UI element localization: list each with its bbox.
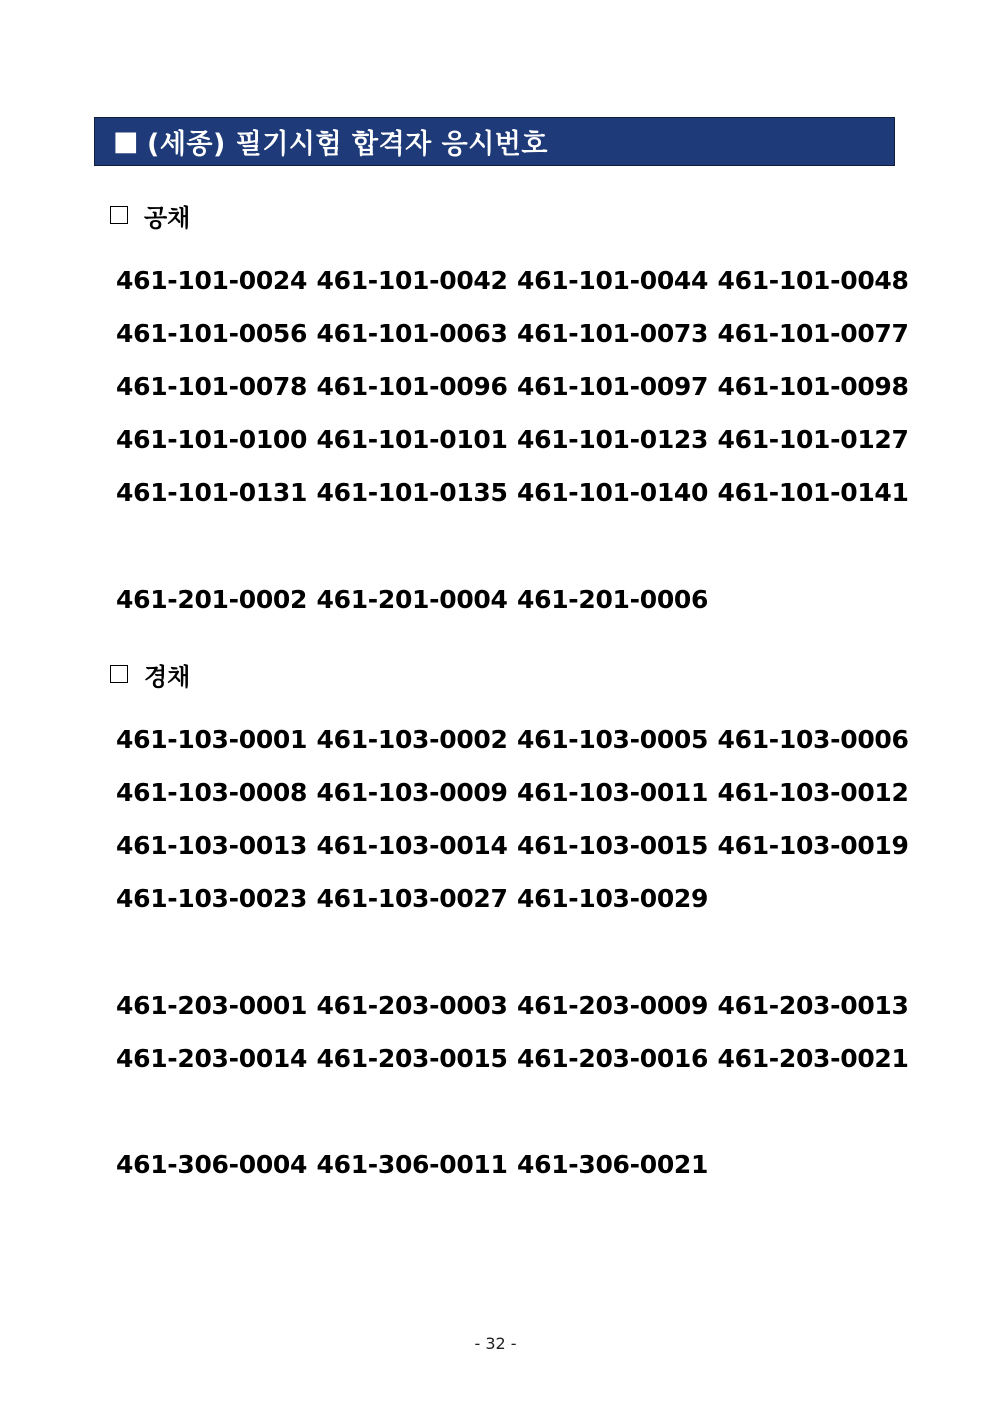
section-label: 경채 <box>144 662 191 691</box>
section-title-bar <box>94 117 895 166</box>
exam-number: 461-103-0006 <box>717 725 909 754</box>
exam-number: 461-101-0140 <box>517 478 709 507</box>
exam-number-grid <box>116 573 718 626</box>
exam-number: 461-203-0015 <box>316 1044 508 1073</box>
exam-number-row <box>116 413 918 466</box>
exam-number: 461-203-0014 <box>116 1044 308 1073</box>
exam-number: 461-203-0021 <box>717 1044 909 1073</box>
exam-number-grid <box>116 713 918 925</box>
exam-number: 461-103-0014 <box>316 831 508 860</box>
checkbox-icon <box>110 665 128 683</box>
exam-number-row <box>116 466 918 519</box>
exam-number: 461-101-0101 <box>316 425 508 454</box>
exam-number: 461-101-0127 <box>717 425 909 454</box>
exam-number: 461-306-0011 <box>316 1150 508 1179</box>
exam-number: 461-101-0098 <box>717 372 909 401</box>
exam-number: 461-101-0141 <box>717 478 909 507</box>
exam-number: 461-101-0073 <box>517 319 709 348</box>
exam-number: 461-103-0011 <box>517 778 709 807</box>
section-heading-open-recruitment <box>110 200 190 230</box>
exam-number: 461-101-0042 <box>316 266 508 295</box>
exam-number-row <box>116 1032 918 1085</box>
exam-number: 461-103-0009 <box>316 778 508 807</box>
exam-number: 461-101-0097 <box>517 372 709 401</box>
exam-number: 461-101-0056 <box>116 319 308 348</box>
exam-number: 461-203-0001 <box>116 991 308 1020</box>
exam-number: 461-103-0001 <box>116 725 308 754</box>
exam-number: 461-306-0004 <box>116 1150 308 1179</box>
exam-number: 461-101-0135 <box>316 478 508 507</box>
exam-number: 461-101-0024 <box>116 266 308 295</box>
exam-number-row <box>116 979 918 1032</box>
exam-number: 461-103-0029 <box>517 884 709 913</box>
exam-number-grid <box>116 254 918 519</box>
exam-number: 461-101-0063 <box>316 319 508 348</box>
section-heading-career-recruitment <box>110 659 190 689</box>
exam-number-row <box>116 872 918 925</box>
exam-number: 461-203-0009 <box>517 991 709 1020</box>
exam-number: 461-103-0027 <box>316 884 508 913</box>
exam-number: 461-103-0008 <box>116 778 308 807</box>
exam-number: 461-101-0048 <box>717 266 909 295</box>
exam-number-row <box>116 307 918 360</box>
exam-number: 461-103-0019 <box>717 831 909 860</box>
exam-number: 461-203-0013 <box>717 991 909 1020</box>
exam-number-row <box>116 766 918 819</box>
exam-number: 461-103-0005 <box>517 725 709 754</box>
exam-number-row <box>116 713 918 766</box>
exam-number: 461-101-0096 <box>316 372 508 401</box>
exam-number: 461-201-0002 <box>116 585 308 614</box>
exam-number: 461-103-0012 <box>717 778 909 807</box>
exam-number: 461-103-0023 <box>116 884 308 913</box>
page-title: (세종) 필기시험 합격자 응시번호 <box>147 129 548 160</box>
exam-number: 461-306-0021 <box>517 1150 709 1179</box>
exam-number: 461-101-0100 <box>116 425 308 454</box>
exam-number-row <box>116 360 918 413</box>
exam-number: 461-101-0078 <box>116 372 308 401</box>
exam-number: 461-201-0006 <box>517 585 709 614</box>
section-label: 공채 <box>144 203 191 232</box>
exam-number: 461-103-0015 <box>517 831 709 860</box>
title-square-marker: ■ <box>113 126 140 157</box>
exam-number: 461-101-0123 <box>517 425 709 454</box>
exam-number: 461-101-0044 <box>517 266 709 295</box>
exam-number: 461-203-0016 <box>517 1044 709 1073</box>
page-number: - 32 - <box>474 1334 517 1353</box>
exam-number-row <box>116 1138 718 1191</box>
exam-number-row <box>116 573 718 626</box>
exam-number: 461-101-0077 <box>717 319 909 348</box>
exam-number-grid <box>116 1138 718 1191</box>
exam-number: 461-203-0003 <box>316 991 508 1020</box>
exam-number: 461-103-0002 <box>316 725 508 754</box>
exam-number: 461-101-0131 <box>116 478 308 507</box>
checkbox-icon <box>110 206 128 224</box>
exam-number: 461-103-0013 <box>116 831 308 860</box>
exam-number-grid <box>116 979 918 1085</box>
exam-number-row <box>116 819 918 872</box>
exam-number: 461-201-0004 <box>316 585 508 614</box>
exam-number-row <box>116 254 918 307</box>
